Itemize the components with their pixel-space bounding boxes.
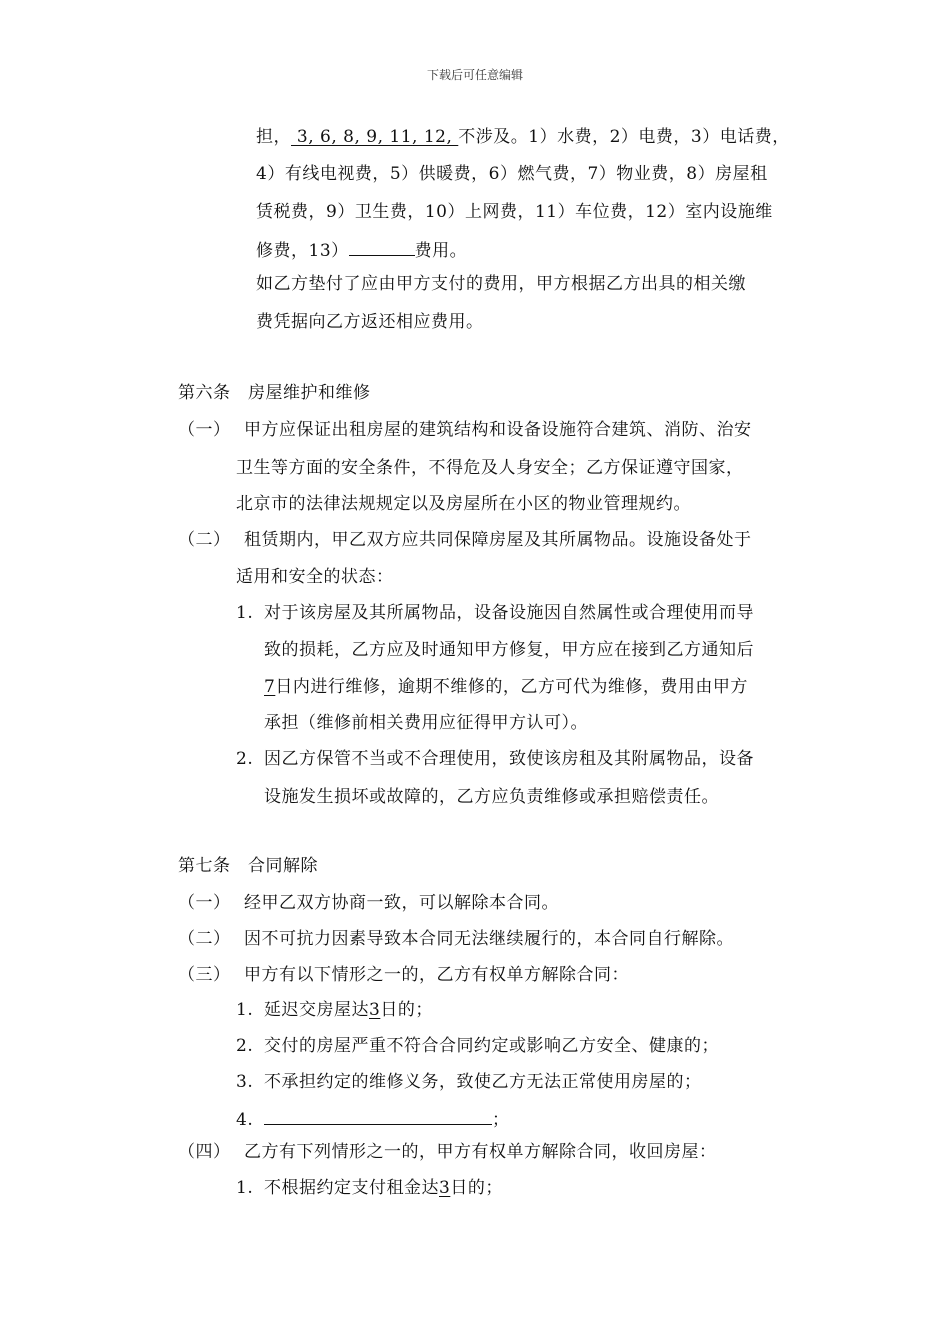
s6-p1-line-2: 卫生等方面的安全条件，不得危及人身安全；乙方保证遵守国家， bbox=[236, 458, 744, 478]
s7-p3-item-1-post: 日的； bbox=[380, 1000, 433, 1020]
s7-p4 bbox=[178, 1140, 717, 1164]
s5-line-1-pre: 担， bbox=[256, 127, 291, 147]
s5-line-4 bbox=[256, 237, 467, 263]
s6-item-1-days: 7 bbox=[264, 677, 276, 697]
s7-p1-mark: （一） bbox=[178, 893, 231, 913]
watermark-header: 下载后可任意编辑 bbox=[426, 68, 523, 82]
s6-item-1-line-2: 致的损耗，乙方应及时通知甲方修复，甲方应在接到乙方通知后 bbox=[264, 640, 754, 660]
s7-p3-item-4 bbox=[236, 1106, 510, 1132]
s6-item-1-num: 1. bbox=[236, 603, 254, 623]
s6-item-1-line-1 bbox=[236, 601, 754, 625]
s7-p4-text: 乙方有下列情形之一的，甲方有权单方解除合同，收回房屋： bbox=[244, 1142, 717, 1162]
s6-p2-line-1 bbox=[178, 528, 752, 552]
s7-p3-item-1-num: 1. bbox=[236, 1000, 254, 1020]
s7-p1-text: 经甲乙双方协商一致，可以解除本合同。 bbox=[244, 893, 559, 913]
s7-p2-text: 因不可抗力因素导致本合同无法继续履行的，本合同自行解除。 bbox=[244, 929, 734, 949]
s5-line-5: 如乙方垫付了应由甲方支付的费用，甲方根据乙方出具的相关缴 bbox=[256, 274, 746, 294]
s6-p1-text-1: 甲方应保证出租房屋的建筑结构和设备设施符合建筑、消防、治安 bbox=[244, 420, 752, 440]
s7-p3-item-3 bbox=[236, 1070, 702, 1094]
s6-item-2-line-1 bbox=[236, 747, 754, 771]
s6-item-1-line-4: 承担（维修前相关费用应征得甲方认可）。 bbox=[264, 713, 588, 733]
s7-p2-mark: （二） bbox=[178, 929, 231, 949]
s7-p3-item-3-num: 3. bbox=[236, 1072, 254, 1092]
s7-p4-item-1-days: 3 bbox=[439, 1178, 451, 1198]
s7-p3-item-3-text: 不承担约定的维修义务，致使乙方无法正常使用房屋的； bbox=[264, 1072, 702, 1092]
s7-p4-item-1 bbox=[236, 1176, 503, 1200]
s7-p3-item-1 bbox=[236, 998, 433, 1022]
s7-p3-item-1-pre: 延迟交房屋达 bbox=[264, 1000, 369, 1020]
s7-p4-item-1-num: 1. bbox=[236, 1178, 254, 1198]
s7-p3-mark: （三） bbox=[178, 965, 231, 985]
s6-p2-mark: （二） bbox=[178, 530, 231, 550]
s7-p4-mark: （四） bbox=[178, 1142, 231, 1162]
s5-line-2: 4）有线电视费，5）供暖费，6）燃气费，7）物业费，8）房屋租 bbox=[256, 164, 768, 184]
s5-line-1-post: 不涉及。1）水费，2）电费，3）电话费， bbox=[458, 127, 790, 147]
s7-p3-item-1-days: 3 bbox=[369, 1000, 381, 1020]
s5-line-1 bbox=[256, 125, 790, 149]
s6-title: 第六条 房屋维护和维修 bbox=[178, 383, 371, 403]
s6-item-2-text-1: 因乙方保管不当或不合理使用，致使该房租及其附属物品，设备 bbox=[264, 749, 754, 769]
s6-item-1-line-3 bbox=[264, 675, 748, 699]
s7-p3-item-2-text: 交付的房屋严重不符合合同约定或影响乙方安全、健康的； bbox=[264, 1036, 719, 1056]
s6-p1-mark: （一） bbox=[178, 420, 231, 440]
s7-p3-text: 甲方有以下情形之一的，乙方有权单方解除合同： bbox=[244, 965, 629, 985]
s6-p1-line-3: 北京市的法律法规规定以及房屋所在小区的物业管理规约。 bbox=[236, 494, 691, 514]
s5-line-6: 费凭据向乙方返还相应费用。 bbox=[256, 312, 484, 332]
s7-p1 bbox=[178, 891, 559, 915]
blank-item-4 bbox=[264, 1106, 492, 1125]
s5-exempt-list: 3, 6, 8, 9, 11, 12, bbox=[291, 127, 459, 147]
s7-p3-item-2-num: 2. bbox=[236, 1036, 254, 1056]
s6-p2-text-1: 租赁期内，甲乙双方应共同保障房屋及其所属物品。设施设备处于 bbox=[244, 530, 752, 550]
s6-item-1-text-1: 对于该房屋及其所属物品，设备设施因自然属性或合理使用而导 bbox=[264, 603, 754, 623]
s7-p4-item-1-post: 日的； bbox=[450, 1178, 503, 1198]
s7-p4-item-1-pre: 不根据约定支付租金达 bbox=[264, 1178, 439, 1198]
s5-line-4-pre: 修费，13） bbox=[256, 241, 349, 261]
s7-p2 bbox=[178, 927, 734, 951]
blank-fee-item-13 bbox=[349, 237, 415, 256]
s7-title: 第七条 合同解除 bbox=[178, 856, 318, 876]
s7-p3 bbox=[178, 963, 629, 987]
s6-item-1-text-3: 日内进行维修，逾期不维修的，乙方可代为维修，费用由甲方 bbox=[275, 677, 748, 697]
s6-item-2-num: 2. bbox=[236, 749, 254, 769]
s6-p1-line-1 bbox=[178, 418, 752, 442]
s6-p2-line-2: 适用和安全的状态： bbox=[236, 567, 394, 587]
s5-line-3: 赁税费，9）卫生费，10）上网费，11）车位费，12）室内设施维 bbox=[256, 202, 773, 222]
s6-item-2-line-2: 设施发生损坏或故障的，乙方应负责维修或承担赔偿责任。 bbox=[264, 787, 719, 807]
s7-p3-item-2 bbox=[236, 1034, 719, 1058]
s7-p3-item-4-post: ； bbox=[492, 1110, 510, 1130]
s7-p3-item-4-num: 4. bbox=[236, 1110, 254, 1130]
s5-line-4-post: 费用。 bbox=[414, 241, 468, 261]
